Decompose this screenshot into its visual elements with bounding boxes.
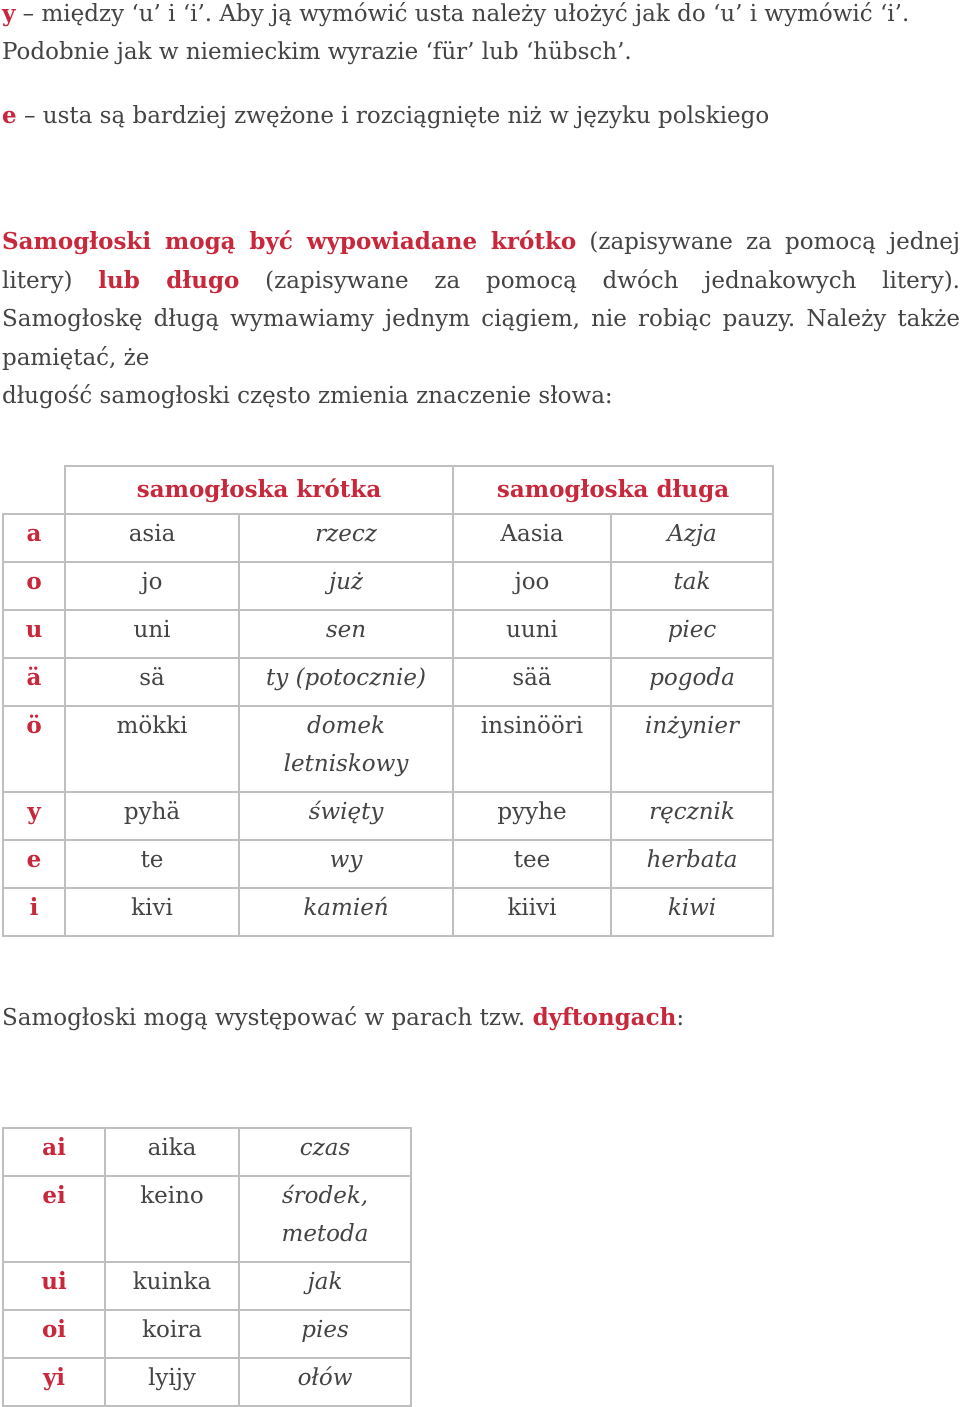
long-translation-cell: kiwi [611, 888, 773, 936]
vowel-cell: ö [3, 706, 65, 792]
vowel-length-table [2, 465, 774, 937]
short-vowel-term: Samogłoski mogą być wypowiadane krótko [2, 228, 577, 255]
diphthong-cell: ai [3, 1128, 105, 1176]
paragraph-text-3: długość samogłoski często zmienia znaczenie słowa: [2, 383, 613, 409]
translation-cell: jak [239, 1262, 411, 1310]
translation-cell: środek, metoda [239, 1176, 411, 1262]
vowel-cell: u [3, 610, 65, 658]
short-word-cell: mökki [65, 706, 239, 792]
diphthong-intro [2, 999, 684, 1037]
long-word-cell: Aasia [453, 514, 611, 562]
e-vowel-description [2, 97, 769, 135]
diphthong-cell: oi [3, 1310, 105, 1358]
table-row [3, 1310, 411, 1358]
diphthong-cell: yi [3, 1358, 105, 1406]
finnish-word-cell: kuinka [105, 1262, 239, 1310]
short-translation-cell: święty [239, 792, 453, 840]
diphthong-term: dyftongach [532, 1004, 677, 1031]
short-translation-cell: już [239, 562, 453, 610]
short-translation-cell: wy [239, 840, 453, 888]
table-row [3, 1262, 411, 1310]
y-description-text: – między ‘u’ i ‘i’. Aby ją wymówić usta należy ułożyć jak do ‘u’ i wymówić ‘i’. [15, 1, 910, 27]
table-header-row [3, 466, 773, 514]
vowel-cell: a [3, 514, 65, 562]
vowel-length-paragraph [2, 223, 960, 416]
table-row [3, 562, 773, 610]
long-translation-cell: piec [611, 610, 773, 658]
header-short-vowel: samogłoska krótka [65, 466, 453, 514]
short-translation-cell: rzecz [239, 514, 453, 562]
long-word-cell: pyyhe [453, 792, 611, 840]
finnish-word-cell: keino [105, 1176, 239, 1262]
long-word-cell: uuni [453, 610, 611, 658]
short-word-cell: jo [65, 562, 239, 610]
diphthong-cell: ui [3, 1262, 105, 1310]
vowel-cell: y [3, 792, 65, 840]
table-row [3, 840, 773, 888]
paragraph-text-1: (zapisywane za pomocą jednej litery) [2, 229, 960, 294]
finnish-word-cell: aika [105, 1128, 239, 1176]
finnish-word-cell: koira [105, 1310, 239, 1358]
translation-cell: ołów [239, 1358, 411, 1406]
finnish-word-cell: lyijy [105, 1358, 239, 1406]
short-word-cell: te [65, 840, 239, 888]
long-translation-cell: pogoda [611, 658, 773, 706]
table-row [3, 514, 773, 562]
short-word-cell: uni [65, 610, 239, 658]
diphthong-colon: : [676, 1005, 685, 1031]
table-row [3, 888, 773, 936]
long-translation-cell: Azja [611, 514, 773, 562]
vowel-letter-e: e [2, 102, 17, 129]
diphthong-intro-text: Samogłoski mogą występować w parach tzw. [2, 1005, 533, 1031]
long-word-cell: insinööri [453, 706, 611, 792]
vowel-letter-y: y [2, 0, 16, 27]
table-row [3, 1176, 411, 1262]
table-row [3, 706, 773, 792]
vowel-cell: ä [3, 658, 65, 706]
diphthong-table [2, 1127, 412, 1407]
table-corner-cell [3, 466, 65, 514]
table-row [3, 658, 773, 706]
diphthong-cell: ei [3, 1176, 105, 1262]
table-row [3, 610, 773, 658]
vowel-cell: o [3, 562, 65, 610]
table-row [3, 792, 773, 840]
short-word-cell: kivi [65, 888, 239, 936]
short-translation-cell: kamień [239, 888, 453, 936]
translation-cell: czas [239, 1128, 411, 1176]
long-translation-cell: herbata [611, 840, 773, 888]
short-word-cell: asia [65, 514, 239, 562]
long-word-cell: kiivi [453, 888, 611, 936]
short-translation-cell: sen [239, 610, 453, 658]
long-translation-cell: inżynier [611, 706, 773, 792]
e-description-text: – usta są bardziej zwężone i rozciągnięte niż w języku polskiego [16, 103, 770, 129]
paragraph-text-2: (zapisywane za pomocą dwóch jednakowych litery). Samogłoskę długą wymawiamy jednym ciągiem, nie robiąc pauzy. Należy także pamiętać, że [2, 267, 960, 371]
header-long-vowel: samogłoska długa [453, 466, 773, 514]
short-translation-cell: domek letniskowy [239, 706, 453, 792]
long-translation-cell: ręcznik [611, 792, 773, 840]
y-description-continuation: Podobnie jak w niemieckim wyrazie ‘für’ lub ‘hübsch’. [2, 39, 632, 65]
translation-cell: pies [239, 1310, 411, 1358]
vowel-cell: i [3, 888, 65, 936]
long-word-cell: sää [453, 658, 611, 706]
short-word-cell: pyhä [65, 792, 239, 840]
long-word-cell: joo [453, 562, 611, 610]
short-translation-cell: ty (potocznie) [239, 658, 453, 706]
long-word-cell: tee [453, 840, 611, 888]
table-row [3, 1128, 411, 1176]
long-vowel-term: lub długo [98, 266, 240, 294]
table-row [3, 1358, 411, 1406]
vowel-cell: e [3, 840, 65, 888]
y-vowel-description [2, 0, 909, 33]
long-translation-cell: tak [611, 562, 773, 610]
short-word-cell: sä [65, 658, 239, 706]
